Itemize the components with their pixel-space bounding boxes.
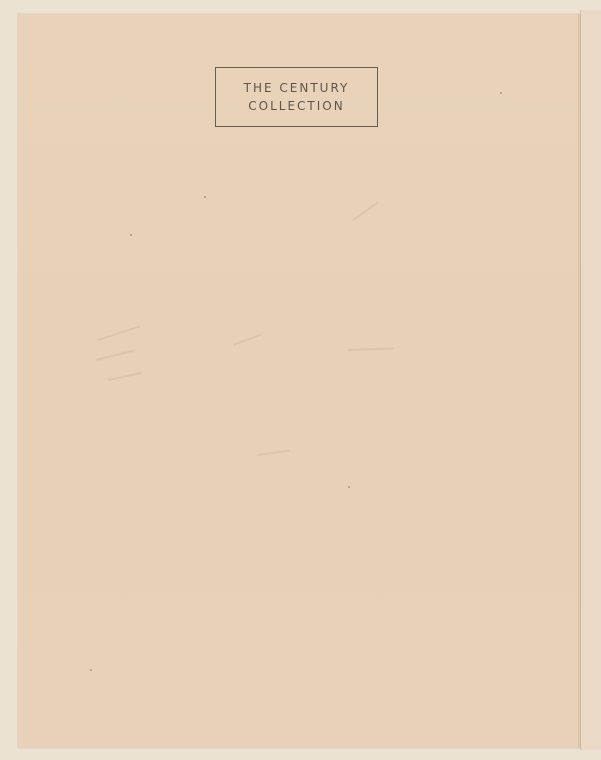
bleed-mark (96, 349, 135, 361)
stamp-line-2: COLLECTION (248, 99, 345, 113)
collection-stamp (215, 67, 378, 127)
speck (130, 234, 132, 236)
bleed-mark (352, 202, 378, 221)
fold-line (578, 14, 580, 748)
bleed-mark (233, 334, 262, 346)
speck (348, 486, 350, 488)
bleed-mark (108, 372, 142, 381)
bleed-mark (258, 450, 290, 456)
speck (204, 196, 206, 198)
back-sheet-edge (580, 10, 601, 750)
bleed-mark (98, 325, 140, 340)
speck (500, 92, 502, 94)
bleed-mark (348, 347, 394, 351)
stamp-line-1: THE CENTURY (243, 81, 350, 95)
speck (90, 669, 92, 671)
